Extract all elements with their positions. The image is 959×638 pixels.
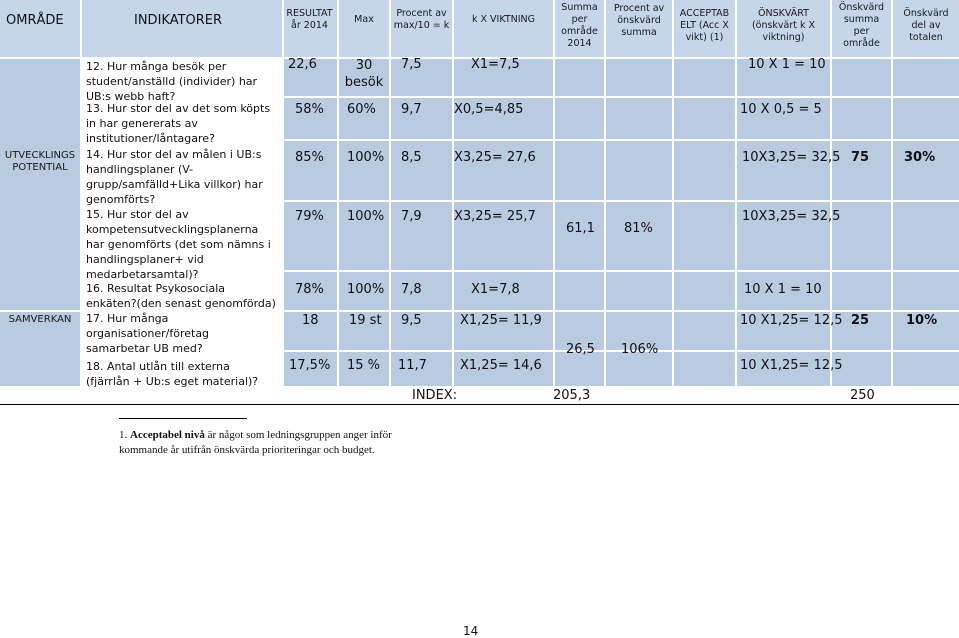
header-onskvard-del: Önskvärd del av totalen xyxy=(903,8,949,43)
indicator-16: 16. Resultat Psykosociala enkäten?(den senast genomförda) xyxy=(86,282,276,310)
indicator-18: 18. Antal utlån till externa (fjärrlån + Ub:s eget material)? xyxy=(86,360,259,388)
onskvart-16: 10 X 1 = 10 xyxy=(744,282,822,297)
header-resultat: RESULTAT år 2014 xyxy=(286,8,333,31)
kx-13: X0,5=4,85 xyxy=(454,102,524,117)
onskvart-12: 10 X 1 = 10 xyxy=(748,57,826,72)
kx-12: X1=7,5 xyxy=(471,57,520,72)
header-procent: Procent av max/10 = k xyxy=(393,8,450,31)
page-number: 14 xyxy=(463,624,479,638)
header-max: Max xyxy=(354,14,374,25)
index-label: INDEX: xyxy=(412,388,458,403)
max-13: 60% xyxy=(347,102,376,117)
onskvart-18: 10 X1,25= 12,5 xyxy=(740,358,843,373)
procent-13: 9,7 xyxy=(401,102,422,117)
footnote-bold: Acceptabel nivå xyxy=(130,429,205,441)
indicator-17: 17. Hur många organisationer/företag samarbetar UB med? xyxy=(86,312,210,355)
resultat-17: 18 xyxy=(302,313,319,328)
max-16: 100% xyxy=(347,282,385,297)
procent-15: 7,9 xyxy=(401,209,422,224)
area-utveckling: UTVECKLINGS POTENTIAL xyxy=(4,150,76,173)
table-bottom-border xyxy=(0,404,959,405)
header-acceptabelt: ACCEPTAB ELT (Acc X vikt) (1) xyxy=(679,8,730,43)
max-12: 30 besök xyxy=(344,58,384,90)
kx-17: X1,25= 11,9 xyxy=(460,313,542,328)
onskvard-del-utveckling: 30% xyxy=(904,150,936,165)
kx-15: X3,25= 25,7 xyxy=(454,209,536,224)
footnote: 1. Acceptabel nivå är något som ledningsgruppen anger inför kommande år utifrån önskvärda prioriteringar och budget. xyxy=(119,429,392,456)
onskvard-summa-utveckling: 75 xyxy=(851,150,870,165)
indicator-15: 15. Hur stor del av kompetensutvecklingsplanerna har genomförts (det som nämns i handlingsplaner+ vid medarbetarsamtal)? xyxy=(86,208,271,281)
header-indikatorer: INDIKATORER xyxy=(134,13,223,28)
procent-17: 9,5 xyxy=(401,313,422,328)
resultat-12: 22,6 xyxy=(288,57,317,72)
kx-18: X1,25= 14,6 xyxy=(460,358,542,373)
indicator-12: 12. Hur många besök per student/anställd (individer) har UB:s webb haft? xyxy=(86,60,258,103)
area-column-background xyxy=(0,57,80,386)
header-onskvard-summa: Önskvärd summa per område xyxy=(838,2,885,49)
procent-samverkan: 106% xyxy=(621,342,659,357)
max-18: 15 % xyxy=(347,358,381,373)
indicator-14: 14. Hur stor del av målen i UB:s handlingsplaner (V-grupp/samfälld+Lika villkor) har genomförts? xyxy=(86,148,263,206)
indicator-13: 13. Hur stor del av det som köpts in har genererats av institutioner/låntagare? xyxy=(86,102,271,145)
header-k-x-viktning: k X VIKTNING xyxy=(471,14,536,25)
area-samverkan: SAMVERKAN xyxy=(8,314,72,325)
onskvart-17: 10 X1,25= 12,5 xyxy=(740,313,843,328)
procent-utveckling: 81% xyxy=(624,221,653,236)
max-17: 19 st xyxy=(349,313,382,328)
footnote-text: är något som ledningsgruppen anger inför kommande år utifrån önskvärda prioriteringar och budget. xyxy=(119,429,392,456)
procent-18: 11,7 xyxy=(398,358,427,373)
header-summa-per-omrade: Summa per område 2014 xyxy=(561,2,598,49)
summa-samverkan: 26,5 xyxy=(566,342,595,357)
onskvart-14: 10X3,25= 32,5 xyxy=(742,150,841,165)
index-value: 205,3 xyxy=(553,388,591,403)
procent-16: 7,8 xyxy=(401,282,422,297)
footnote-separator xyxy=(119,418,247,419)
max-15: 100% xyxy=(347,209,385,224)
procent-14: 8,5 xyxy=(401,150,422,165)
resultat-14: 85% xyxy=(295,150,324,165)
index-onskvard: 250 xyxy=(850,388,875,403)
procent-12: 7,5 xyxy=(401,57,422,72)
resultat-15: 79% xyxy=(295,209,324,224)
summa-utveckling: 61,1 xyxy=(566,221,595,236)
max-14: 100% xyxy=(347,150,385,165)
onskvard-del-samverkan: 10% xyxy=(906,313,938,328)
onskvart-13: 10 X 0,5 = 5 xyxy=(740,102,822,117)
kx-16: X1=7,8 xyxy=(471,282,520,297)
header-onskvart: ÖNSKVÄRT (önskvärt k X viktning) xyxy=(751,8,816,43)
header-omrade: OMRÅDE xyxy=(6,13,64,28)
onskvart-15: 10X3,25= 32,5 xyxy=(742,209,841,224)
resultat-16: 78% xyxy=(295,282,324,297)
kx-14: X3,25= 27,6 xyxy=(454,150,536,165)
header-procent-onskvard: Procent av önskvärd summa xyxy=(613,3,665,38)
resultat-13: 58% xyxy=(295,102,324,117)
resultat-18: 17,5% xyxy=(289,358,331,373)
onskvard-summa-samverkan: 25 xyxy=(851,313,870,328)
